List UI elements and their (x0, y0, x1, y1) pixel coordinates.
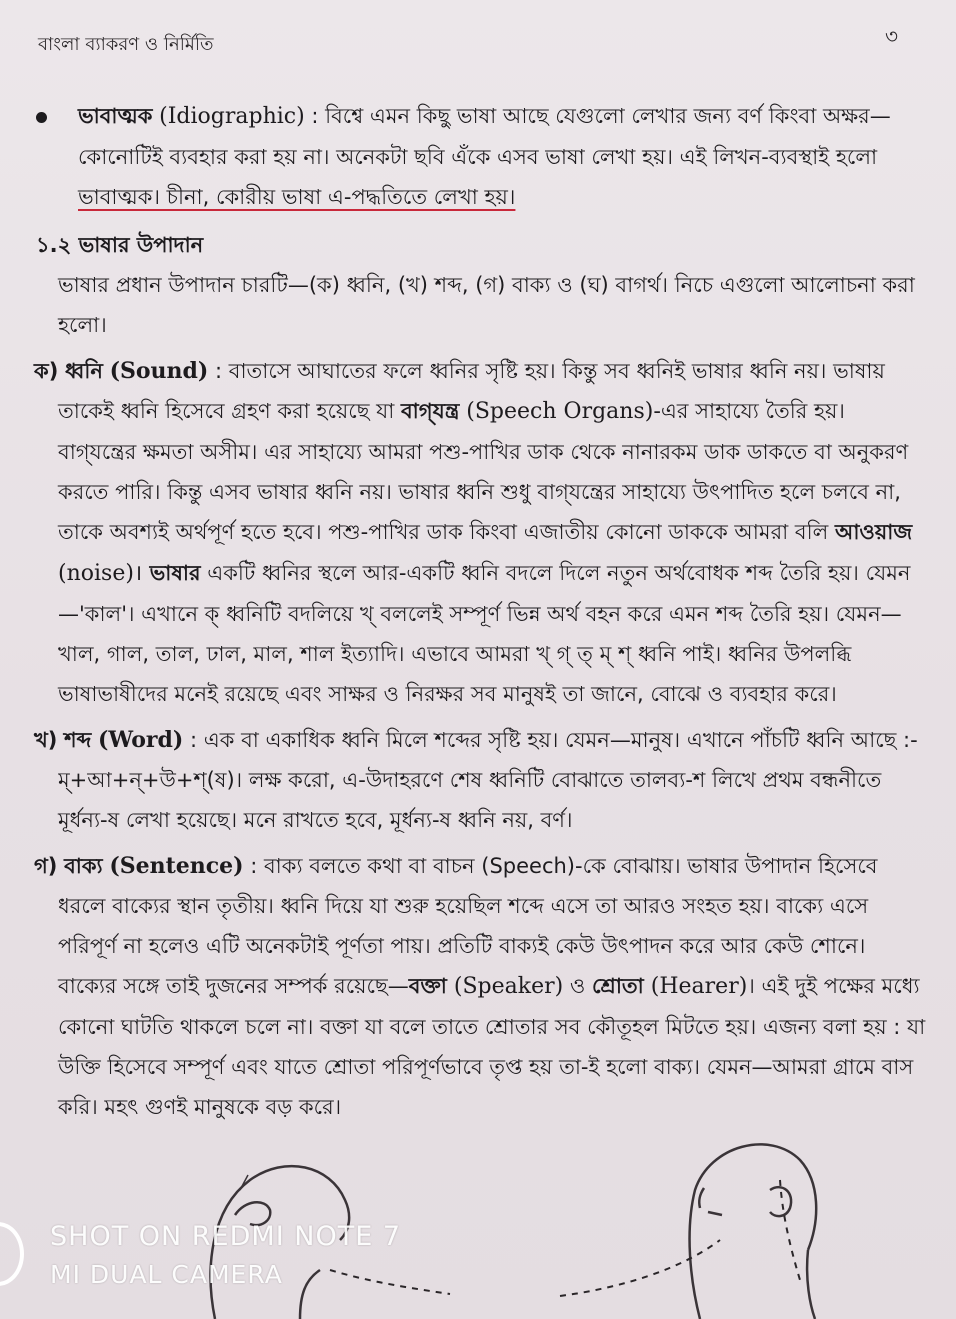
word-paragraph (34, 720, 926, 840)
and-text: ও (563, 974, 593, 998)
sentence-marker: গ) (34, 854, 58, 878)
page-body (34, 96, 926, 1133)
bullet-dot-icon (36, 112, 47, 123)
section-heading: ১.২ ভাষার উপাদান (36, 233, 204, 257)
idiographic-term: ভাবাত্মক (78, 104, 153, 128)
sound-marker: ক) (34, 359, 59, 383)
sentence-term: বাক্য (64, 854, 103, 878)
hearer-latin: (Hearer) (643, 974, 748, 999)
noise-latin: (noise)। (58, 561, 143, 586)
sentence-paragraph (34, 846, 926, 1127)
hearer-term: শ্রোতা (592, 974, 644, 998)
sound-term: ধ্বনি (64, 359, 103, 383)
word-latin: (Word) (97, 727, 184, 753)
camera-watermark (50, 1218, 401, 1294)
section-intro: ভাষার প্রধান উপাদান চারটি—(ক) ধ্বনি, (খ) শব্দ, (গ) বাক্য ও (ঘ) বাগর্থ। নিচে এগুলো আলোচনা করা হলো। (58, 273, 915, 337)
page-number: ৩ (884, 24, 898, 48)
word-text: : এক বা একাধিক ধ্বনি মিলে শব্দের সৃষ্টি হয়। যেমন—মানুষ। এখানে পাঁচটি ধ্বনি আছে :-ম্+আ+ন্+উ+শ্(ষ)। লক্ষ করো, এ-উদাহরণে শেষ ধ্বনিটি বোঝাতে তালব্য-শ লিখে প্রথম বন্ধনীতে মূর্ধন্য-ষ লেখা হয়েছে। মনে রাখতে হবে, মূর্ধন্য-ষ ধ্বনি নয়, বর্ণ। (58, 728, 918, 832)
speaker-term: বক্তা (408, 974, 447, 998)
idiographic-latin: (Idiographic) (159, 104, 305, 129)
sound-text-c: একটি ধ্বনির স্থলে আর-একটি ধ্বনি বদলে দিলে নতুন অর্থবোধক শব্দ তৈরি হয়। যেমন—'কাল'। এখানে ক্ ধ্বনিটি বদলিয়ে খ্ বললেই সম্পূর্ণ ভিন্ন অর্থ বহন করে এমন শব্দ তৈরি হয়। যেমন—খাল, গাল, তাল, ঢাল, মাল, শাল ইত্যাদি। এভাবে আমরা খ্ গ্ ত্ ম্ শ্ ধ্বনি পাই। ধ্বনির উপলব্ধি ভাষাভাষীদের মনেই রয়েছে এবং সাক্ষর ও নিরক্ষর সব মানুষই তা জানে, বোঝে ও ব্যবহার করে। (58, 561, 911, 706)
idiographic-text: : বিশ্বে এমন কিছু ভাষা আছে যেগুলো লেখার জন্য বর্ণ কিংবা অক্ষর—কোনোটিই ব্যবহার করা হয় না। অনেকটা ছবি এঁকে এসব ভাষা লেখা হয়। এই লিখন-ব্যবস্থাই হলো (78, 104, 891, 169)
speech-organ-latin: (Speech Organs) (459, 399, 654, 424)
sound-text-b: -এর সাহায্যে তৈরি হয়। বাগ্‌যন্ত্রের ক্ষমতা অসীম। এর সাহায্যে আমরা পশু-পাখির ডাক থেকে নানারকম ডাক ডাকতে বা অনুকরণ করতে পারি। কিন্তু এসব ভাষার ধ্বনি নয়। ভাষার ধ্বনি শুধু বাগ্‌যন্ত্রের সাহায্যে উৎপাদিত হলে চলবে না, তাকে অবশ্যই অর্থপূর্ণ হতে হবে। পশু-পাখির ডাক কিংবা এজাতীয় কোনো ডাককে আমরা বলি (58, 399, 909, 544)
idiographic-bullet (58, 96, 926, 217)
sound-text-a: : বাতাসে আঘাতের ফলে ধ্বনির সৃষ্টি হয়। কিন্তু সব ধ্বনিই ভাষার ধ্বনি নয়। ভাষায় তাকেই ধ্বনি হিসেবে গ্রহণ করা হয়েছে যা (58, 359, 885, 423)
word-term: শব্দ (64, 728, 92, 752)
sentence-text-a: : বাক্য বলতে কথা বা বাচন (Speech)-কে বোঝায়। ভাষার উপাদান হিসেবে ধরলে বাক্যের স্থান তৃতীয়। ধ্বনি দিয়ে যা শুরু হয়েছিল শব্দে এসে তা আরও সংহত হয়। বাক্যে এসে পরিপূর্ণ না হলেও এটি অনেকটাই পূর্ণতা পায়। প্রতিটি বাক্যই কেউ উৎপাদন করে আর কেউ শোনে। বাক্যের সঙ্গে তাই দুজনের সম্পর্ক রয়েছে— (58, 854, 878, 998)
running-head: বাংলা ব্যাকরণ ও নির্মিতি (38, 34, 214, 55)
sound-paragraph (34, 351, 926, 714)
speech-organ-term: বাগ্‌যন্ত্র (400, 399, 460, 423)
sound-latin: (Sound) (109, 358, 209, 384)
noise-term: আওয়াজ (834, 520, 913, 544)
language-term: ভাষার (142, 561, 201, 585)
word-marker: খ) (34, 728, 58, 752)
sentence-latin: (Sentence) (109, 853, 244, 879)
watermark-line-2: MI DUAL CAMERA (50, 1260, 283, 1289)
idiographic-underlined: ভাবাত্মক। চীনা, কোরীয় ভাষা এ-পদ্ধতিতে লেখা হয়। (78, 185, 516, 209)
hearer-head-icon (690, 1144, 817, 1319)
speaker-latin: (Speaker) (446, 974, 564, 999)
sentence-text-b: । এই দুই পক্ষের মধ্যে কোনো ঘাটতি থাকলে চলে না। বক্তা যা বলে তাতে শ্রোতার সব কৌতূহল মিটতে হয়। এজন্য বলা হয় : যা উক্তি হিসেবে সম্পূর্ণ এবং যাতে শ্রোতা পরিপূর্ণভাবে তৃপ্ত হয় তা-ই হলো বাক্য। যেমন—আমরা গ্রামে বাস করি। মহৎ গুণই মানুষকে বড় করে। (58, 974, 926, 1119)
watermark-line-1: SHOT ON REDMI NOTE 7 (50, 1221, 402, 1252)
